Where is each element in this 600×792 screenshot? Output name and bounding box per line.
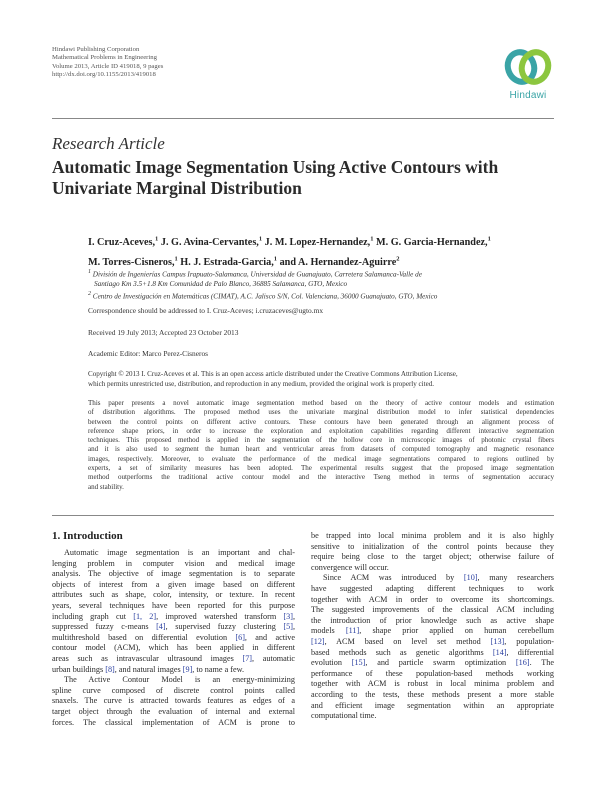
citation-link[interactable]: [16]	[515, 658, 530, 668]
body-text-line: urban buildings [8], and natural images [9], to name a few.	[52, 664, 245, 674]
section-rule	[52, 515, 554, 516]
citation-link[interactable]: [15]	[351, 658, 366, 668]
title-line: Univariate Marginal Distribution	[52, 178, 302, 198]
body-text-line: multithreshold based on differential evolution [6], and active	[52, 632, 295, 642]
correspondence: Correspondence should be addressed to I. Cruz-Aceves; i.cruzaceves@ugto.mx	[88, 306, 324, 315]
citation-link[interactable]: [9]	[182, 664, 193, 674]
body-text-line: Since ACM was introduced by [10], many researchers	[323, 573, 554, 583]
left-column	[52, 548, 295, 728]
copyright-line: Copyright © 2013 I. Cruz-Aceves et al. This is an open access article distributed under the Creative Commons Attribution License,	[88, 370, 458, 378]
body-text-line: together with ACM is robust in local minima problem and	[311, 679, 554, 689]
citation-link[interactable]: [11]	[345, 626, 360, 636]
author: I. Cruz-Aceves,$^1$	[88, 236, 159, 249]
body-text-line: computational time.	[311, 711, 377, 721]
citation-link[interactable]: [4]	[156, 622, 166, 632]
body-text-line: target object through the evaluation of internal and external	[52, 706, 295, 716]
body-text-line: attributes such as shape, color, intensity, or texture. In recent	[52, 590, 295, 600]
received-dates: Received 19 July 2013; Accepted 23 October 2013	[88, 328, 239, 337]
abstract-line: images, respectively. Moreover, to evaluate the performance of the medical image segmentations compared to regions outlined by	[88, 454, 554, 463]
abstract-line: reference shape priors, in order to increase the exploration and exploitation capabilities regarding different interactive segmentation	[88, 426, 554, 435]
citation-link[interactable]: [5]	[283, 622, 293, 632]
body-text-line: performance of these population-based methods working	[311, 668, 554, 678]
abstract-line: techniques. This proposed method is applied in the segmentation of the hollow core in microscopic images of photonic crystal fibers	[88, 436, 554, 445]
affiliation: $^1$ División de Ingenierías Campus Irapuato-Salamanca, Universidad de Guanajuato, Carretera Salamanca-Valle de	[88, 269, 422, 279]
citation-link[interactable]: [12]	[311, 636, 325, 646]
body-text-line: spline curve composed of discrete control points called	[52, 685, 295, 695]
body-text-line: convergence will occur.	[311, 562, 389, 572]
author: H. J. Estrada-Garcia,$^1$	[180, 255, 278, 268]
academic-editor: Academic Editor: Marco Perez-Cisneros	[88, 349, 209, 358]
body-text-line: based methods such as genetic algorithms [14], differential	[311, 647, 554, 657]
citation-link[interactable]: [10]	[463, 573, 478, 583]
body-text-line: sensitive to initialization of the control points because they	[311, 541, 554, 551]
body-text-line: lenging problem in computer vision and medical image	[52, 558, 295, 568]
body-text-line: areas such as intravascular ultrasound images [7], automatic	[52, 653, 295, 663]
body-text-line: objects of interest from a given image based on different	[52, 579, 295, 589]
body-text-line: be trapped into local minima problem and it is also highly	[311, 531, 554, 540]
body-text-line: including graph cut [1, 2], improved watershed transform [3],	[52, 611, 295, 621]
citation-link[interactable]: [8]	[105, 664, 115, 674]
body-text-line: The suggested improvements of the classical ACM including	[311, 605, 554, 615]
article-type: Research Article	[52, 134, 165, 153]
abstract-line: method outperforms the traditional active contour model and the interactive Tseng method in terms of segmentation accuracy	[88, 473, 554, 482]
body-text-line: [12], ACM based on level set method [13], population-	[311, 636, 554, 646]
affiliation: $^2$ Centro de Investigación en Matemáticas (CIMAT), A.C. Jalisco S/N, Col. Valenciana, 36000 Guanajuato, GTO, Mexico	[88, 291, 438, 301]
body-text-line: snaxels. The curve is attracted towards features as edges of a	[52, 696, 295, 706]
body-text-line: Automatic image segmentation is an important and chal-	[64, 548, 295, 557]
author: J. M. Lopez-Hernandez,$^1$	[264, 236, 374, 249]
volume-info: Volume 2013, Article ID 419018, 9 pages	[52, 62, 164, 70]
body-text-line: according to the tests, these methods present a more stable	[311, 689, 554, 699]
author-line	[88, 232, 558, 251]
publisher: Hindawi Publishing Corporation	[52, 46, 140, 53]
abstract-line: between the control points on different active contours. These contours have been generated through an alignment process of	[88, 417, 554, 426]
abstract-line: and it is also used to segment the human heart and ventricular areas from datasets of computed tomography and magnetic resonance	[88, 445, 554, 454]
author: M. G. Garcia-Hernandez,$^1$	[375, 236, 491, 249]
header-rule	[52, 118, 554, 119]
author-list	[88, 232, 558, 271]
affiliation-cont: Santiago Km 3.5+1.8 Km Comunidad de Palo Blanco, 36885 Salamanca, GTO, Mexico	[94, 280, 348, 289]
citation-link[interactable]: [3]	[283, 611, 293, 621]
doi-link[interactable]: http://dx.doi.org/10.1155/2013/419018	[52, 71, 156, 79]
journal-name: Mathematical Problems in Engineering	[52, 54, 157, 62]
body-text-line: suppressed fuzzy c-means [4], supervised fuzzy clustering [5],	[52, 622, 295, 632]
body-text-line: models [11], shape prior applied on human cerebellum	[311, 626, 554, 636]
abstract-line: and stability.	[88, 482, 124, 491]
citation-link[interactable]: [13]	[490, 636, 505, 646]
abstract	[88, 399, 554, 492]
paper-title	[52, 157, 562, 199]
abstract-line: This paper presents a novel automatic image segmentation method based on the theory of active contour models and estimation	[88, 399, 554, 407]
body-text-line: years, several techniques have been reported for this purpose	[52, 600, 295, 610]
body-text-line: evolution [15], and particle swarm optimization [16]. The	[311, 658, 554, 668]
author: and A. Hernandez-Aguirre$^2$	[279, 255, 400, 268]
citation-link[interactable]: [6]	[235, 632, 245, 642]
citation-link[interactable]: [7]	[242, 653, 253, 663]
author: M. Torres-Cisneros,$^1$	[88, 255, 178, 268]
body-text-line: The Active Contour Model is an energy-minimizing	[64, 675, 295, 685]
body-text-line: contour model (ACM), which has been applied in different	[52, 643, 295, 653]
title-line: Automatic Image Segmentation Using Active Contours with	[52, 157, 499, 177]
citation-link[interactable]: [14]	[492, 647, 507, 657]
copyright	[88, 369, 554, 389]
hindawi-rings-icon	[496, 46, 560, 90]
body-text-line: have suggested adapting different techniques to work	[311, 583, 554, 593]
right-column	[311, 531, 554, 722]
hindawi-logo-text: Hindawi	[509, 90, 547, 101]
body-text-line: and efficient image segmentation within an appropriate	[311, 700, 554, 710]
citation-link[interactable]: [1, 2]	[133, 611, 157, 621]
body-text-line: require being close to the target object; otherwise failure of	[311, 552, 554, 562]
journal-header	[52, 46, 163, 80]
affiliations	[88, 267, 554, 302]
abstract-line: experts, a set of similarity measures has been adopted. The experimental results suggest that the proposed image segmentation	[88, 464, 554, 473]
hindawi-logo	[496, 46, 560, 106]
body-text-line: together with ACM in order to overcome its shortcomings.	[311, 594, 554, 604]
copyright-line: which permits unrestricted use, distribution, and reproduction in any medium, provided the original work is properly cited.	[88, 380, 435, 388]
body-text-line: forces. The classical implementation of ACM is prone to	[52, 717, 295, 727]
body-text-line: analysis. The objective of image segmentation is to separate	[52, 569, 295, 579]
author: J. G. Avina-Cervantes,$^1$	[160, 236, 263, 249]
section-heading: 1. Introduction	[52, 530, 123, 542]
body-text-line: the introduction of prior knowledge such as active shape	[311, 615, 554, 625]
abstract-line: of distribution algorithms. The proposed method uses the univariate marginal distribution model to infer statistical dependencies	[88, 408, 554, 417]
